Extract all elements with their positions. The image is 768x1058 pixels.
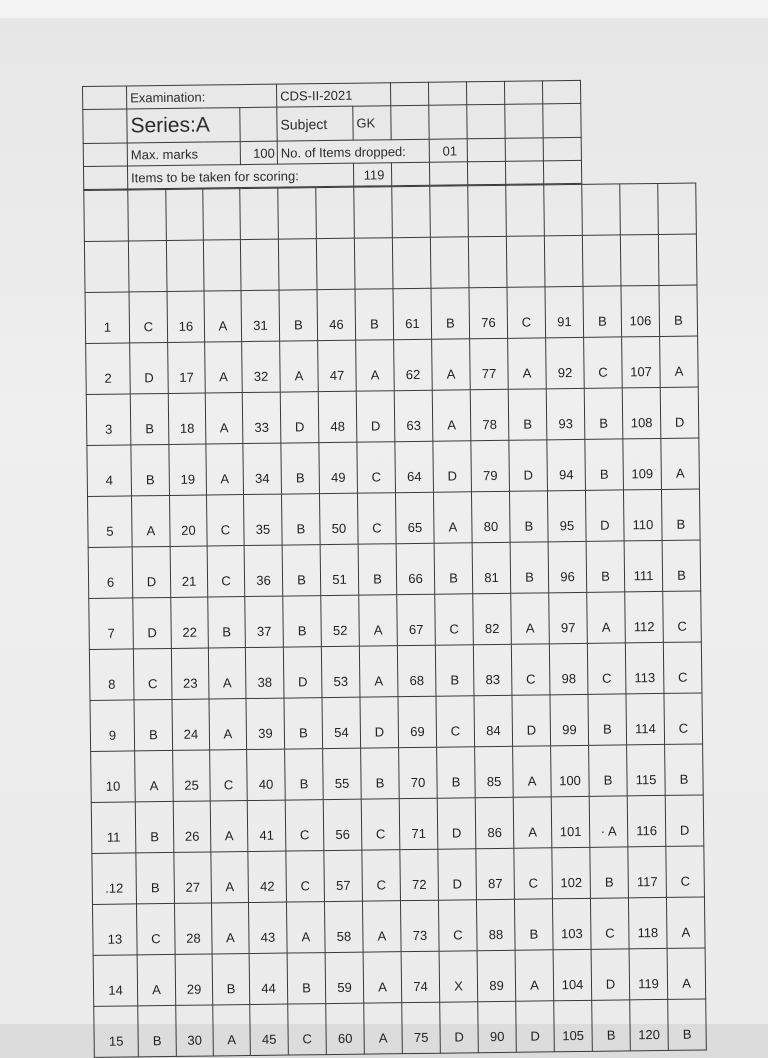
answer-key: A bbox=[660, 336, 699, 387]
answer-key: C bbox=[357, 493, 396, 544]
answer-key: C bbox=[664, 693, 703, 744]
question-number: 115 bbox=[627, 744, 666, 795]
answer-key: A bbox=[132, 495, 171, 546]
answer-key: C bbox=[435, 594, 474, 645]
header-blank bbox=[83, 86, 127, 110]
question-number: 3 bbox=[86, 394, 131, 446]
question-number: 79 bbox=[471, 440, 510, 491]
table-row bbox=[89, 642, 702, 700]
answer-key: B bbox=[431, 288, 470, 339]
subject-label: Subject bbox=[277, 106, 353, 141]
answer-key: C bbox=[285, 800, 324, 851]
answer-key: B bbox=[585, 439, 624, 490]
header-cell bbox=[429, 162, 467, 185]
header-blank bbox=[83, 109, 127, 144]
question-number: 59 bbox=[325, 952, 364, 1003]
answer-key: A bbox=[511, 593, 550, 644]
answer-key: A bbox=[508, 338, 547, 389]
answer-key: C bbox=[361, 799, 400, 850]
answer-key: A bbox=[210, 801, 248, 852]
scoring-label: Items to be taken for scoring: bbox=[127, 163, 353, 189]
answer-key: B bbox=[661, 489, 700, 540]
header-cell bbox=[467, 104, 505, 138]
answer-key: A bbox=[364, 1003, 403, 1054]
question-number: 71 bbox=[399, 798, 438, 849]
question-number: 63 bbox=[394, 390, 433, 441]
question-number: 1 bbox=[85, 292, 130, 344]
answer-key: A bbox=[205, 393, 243, 444]
question-number: 16 bbox=[167, 291, 205, 342]
question-number: 92 bbox=[546, 337, 585, 388]
answer-key: B bbox=[590, 847, 629, 898]
answer-key: C bbox=[666, 846, 705, 897]
question-number: 48 bbox=[318, 391, 357, 442]
question-number: 113 bbox=[625, 642, 664, 693]
answer-key: C bbox=[587, 643, 626, 694]
answer-key: C bbox=[357, 442, 396, 493]
question-number: 58 bbox=[324, 901, 363, 952]
answer-key: B bbox=[282, 494, 321, 545]
answer-key: D bbox=[130, 342, 169, 393]
question-number: 13 bbox=[92, 904, 137, 956]
max-marks-value: 100 bbox=[240, 141, 277, 164]
question-number: 83 bbox=[473, 644, 512, 695]
table-row bbox=[86, 336, 699, 394]
question-number: 49 bbox=[319, 442, 358, 493]
answer-key: D bbox=[356, 391, 395, 442]
header-cell bbox=[390, 82, 428, 105]
answer-key: B bbox=[284, 698, 323, 749]
answer-key: B bbox=[212, 954, 250, 1005]
answer-key: D bbox=[283, 647, 322, 698]
question-number: 42 bbox=[248, 851, 287, 902]
question-number: 107 bbox=[622, 336, 661, 387]
answer-key: A bbox=[211, 852, 249, 903]
question-number: .12 bbox=[92, 853, 137, 905]
header-cell bbox=[505, 161, 543, 184]
question-number: 101 bbox=[551, 796, 590, 847]
question-number: 111 bbox=[624, 540, 663, 591]
question-number: 93 bbox=[546, 388, 585, 439]
exam-label: Examination: bbox=[127, 84, 277, 109]
question-number: 43 bbox=[248, 902, 287, 953]
question-number: 110 bbox=[623, 489, 662, 540]
answer-key: B bbox=[583, 286, 622, 337]
question-number: 52 bbox=[321, 595, 360, 646]
header-cell bbox=[467, 161, 505, 184]
question-number: 40 bbox=[247, 749, 286, 800]
answer-key: B bbox=[279, 290, 318, 341]
question-number: 23 bbox=[171, 648, 209, 699]
answer-key: C bbox=[362, 850, 401, 901]
question-number: 106 bbox=[621, 285, 660, 336]
answer-key: A bbox=[666, 897, 705, 948]
answer-key: X bbox=[439, 951, 478, 1002]
header-cell bbox=[467, 138, 505, 161]
question-number: 28 bbox=[174, 903, 212, 954]
answer-key: B bbox=[589, 745, 628, 796]
answer-key: C bbox=[663, 642, 702, 693]
answer-key: B bbox=[668, 999, 707, 1050]
question-number: 120 bbox=[630, 999, 669, 1050]
question-number: 80 bbox=[471, 491, 510, 542]
answer-key: B bbox=[355, 289, 394, 340]
answer-key: C bbox=[210, 750, 248, 801]
answer-key: B bbox=[281, 443, 320, 494]
answer-key: B bbox=[592, 1000, 631, 1051]
header-blank bbox=[83, 143, 127, 167]
question-number: 32 bbox=[242, 341, 281, 392]
question-number: 95 bbox=[547, 490, 586, 541]
answer-key: A bbox=[661, 438, 700, 489]
answer-key: B bbox=[437, 747, 476, 798]
answer-key: B bbox=[285, 749, 324, 800]
answer-key: B bbox=[434, 543, 473, 594]
question-number: 29 bbox=[175, 954, 213, 1005]
question-number: 18 bbox=[168, 393, 206, 444]
question-number: 47 bbox=[318, 340, 357, 391]
header-cell bbox=[543, 103, 581, 137]
question-number: 2 bbox=[86, 343, 131, 395]
dropped-label: No. of Items dropped: bbox=[277, 139, 429, 164]
question-number: 34 bbox=[243, 443, 282, 494]
header-cell bbox=[505, 104, 543, 138]
question-number: 103 bbox=[552, 898, 591, 949]
answer-key: B bbox=[138, 1005, 177, 1056]
answer-key: D bbox=[133, 597, 172, 648]
question-number: 69 bbox=[398, 696, 437, 747]
answer-key: A bbox=[135, 750, 174, 801]
answer-key: A bbox=[515, 950, 554, 1001]
table-row bbox=[89, 591, 702, 649]
question-number: 87 bbox=[476, 848, 515, 899]
answer-key: D bbox=[360, 697, 399, 748]
answer-key: C bbox=[514, 848, 553, 899]
question-number: 37 bbox=[245, 596, 284, 647]
series-cell bbox=[127, 108, 240, 143]
header-cell bbox=[391, 162, 429, 185]
answer-key-sheet bbox=[82, 78, 712, 1057]
question-number: 118 bbox=[628, 897, 667, 948]
question-number: 65 bbox=[395, 492, 434, 543]
question-number: 116 bbox=[627, 795, 666, 846]
question-number: 33 bbox=[242, 392, 281, 443]
question-number: 84 bbox=[474, 695, 513, 746]
answer-key: D bbox=[280, 392, 319, 443]
answer-key: C bbox=[133, 648, 172, 699]
answer-key: D bbox=[512, 695, 551, 746]
question-number: 74 bbox=[401, 951, 440, 1002]
question-number: 22 bbox=[171, 597, 209, 648]
answer-key: C bbox=[207, 546, 245, 597]
answer-key: A bbox=[667, 948, 706, 999]
table-row bbox=[85, 285, 698, 343]
question-number: 114 bbox=[626, 693, 665, 744]
question-number: 51 bbox=[320, 544, 359, 595]
answer-key: C bbox=[207, 495, 245, 546]
header-cell bbox=[542, 80, 580, 103]
answer-key: A bbox=[286, 902, 325, 953]
question-number: 109 bbox=[623, 438, 662, 489]
question-number: 100 bbox=[551, 745, 590, 796]
answer-key: A bbox=[513, 746, 552, 797]
question-number: 14 bbox=[93, 955, 138, 1007]
answer-key: A bbox=[137, 954, 176, 1005]
answer-key: D bbox=[665, 795, 704, 846]
answer-key: A bbox=[213, 1005, 251, 1056]
question-number: 117 bbox=[628, 846, 667, 897]
answer-key: B bbox=[508, 389, 547, 440]
answer-key: C bbox=[511, 644, 550, 695]
question-number: 24 bbox=[172, 699, 210, 750]
blank-row bbox=[84, 234, 697, 292]
question-number: 27 bbox=[174, 852, 212, 903]
question-number: 68 bbox=[397, 645, 436, 696]
question-number: 21 bbox=[170, 546, 208, 597]
answer-key: B bbox=[659, 285, 698, 336]
answer-key: C bbox=[663, 591, 702, 642]
question-number: 66 bbox=[396, 543, 435, 594]
question-number: 61 bbox=[393, 288, 432, 339]
dropped-value: 01 bbox=[429, 139, 467, 162]
answer-key: D bbox=[440, 1002, 479, 1053]
question-number: 99 bbox=[550, 694, 589, 745]
answer-key: B bbox=[208, 597, 246, 648]
question-number: 91 bbox=[545, 286, 584, 337]
question-number: 7 bbox=[89, 598, 134, 650]
question-number: 90 bbox=[478, 1001, 517, 1052]
question-number: 82 bbox=[473, 593, 512, 644]
answer-key: C bbox=[286, 851, 325, 902]
answer-key: C bbox=[507, 287, 546, 338]
question-number: 88 bbox=[476, 899, 515, 950]
answer-key: D bbox=[516, 1001, 555, 1052]
question-number: 20 bbox=[170, 495, 208, 546]
question-number: 10 bbox=[91, 751, 136, 803]
question-number: 112 bbox=[625, 591, 664, 642]
answer-key: D bbox=[433, 441, 472, 492]
table-row bbox=[87, 438, 700, 496]
table-row bbox=[91, 744, 704, 802]
answer-key-table bbox=[83, 183, 707, 1058]
answer-key: A bbox=[432, 390, 471, 441]
header-cell bbox=[543, 137, 581, 160]
answer-key: A bbox=[432, 339, 471, 390]
answer-key: B bbox=[282, 545, 321, 596]
question-number: 26 bbox=[173, 801, 211, 852]
answer-key: B bbox=[131, 444, 170, 495]
question-number: 67 bbox=[397, 594, 436, 645]
table-row bbox=[86, 387, 699, 445]
question-number: 56 bbox=[323, 799, 362, 850]
answer-key: C bbox=[288, 1004, 327, 1055]
question-number: 38 bbox=[245, 647, 284, 698]
answer-key: B bbox=[584, 388, 623, 439]
question-number: 72 bbox=[400, 849, 439, 900]
max-marks-label: Max. marks bbox=[127, 142, 240, 166]
header-cell bbox=[504, 81, 542, 104]
answer-key: B bbox=[136, 852, 175, 903]
question-number: 4 bbox=[87, 445, 132, 497]
answer-key: D bbox=[132, 546, 171, 597]
question-number: 104 bbox=[553, 949, 592, 1000]
answer-key: D bbox=[509, 440, 548, 491]
question-number: 9 bbox=[90, 700, 135, 752]
table-row bbox=[88, 540, 701, 598]
table-row bbox=[93, 948, 706, 1006]
question-number: 119 bbox=[629, 948, 668, 999]
question-number: 8 bbox=[89, 649, 134, 701]
answer-key: D bbox=[591, 949, 630, 1000]
answer-key: B bbox=[665, 744, 704, 795]
question-number: 25 bbox=[173, 750, 211, 801]
answer-key: B bbox=[287, 953, 326, 1004]
question-number: 45 bbox=[250, 1004, 289, 1055]
question-number: 46 bbox=[317, 289, 356, 340]
table-row bbox=[94, 999, 707, 1057]
scoring-value: 119 bbox=[353, 163, 391, 186]
question-number: 94 bbox=[547, 439, 586, 490]
paper-edge bbox=[0, 0, 768, 18]
question-number: 77 bbox=[470, 338, 509, 389]
question-number: 19 bbox=[169, 444, 207, 495]
exam-value: CDS-II-2021 bbox=[276, 83, 390, 107]
question-number: 39 bbox=[246, 698, 285, 749]
answer-key: A bbox=[513, 797, 552, 848]
question-number: 78 bbox=[470, 389, 509, 440]
series-value: A bbox=[195, 112, 210, 137]
question-number: 73 bbox=[400, 900, 439, 951]
answer-key: C bbox=[136, 903, 175, 954]
table-row bbox=[90, 693, 703, 751]
question-number: 85 bbox=[475, 746, 514, 797]
header-cell bbox=[391, 105, 429, 139]
question-number: 6 bbox=[88, 547, 133, 599]
answer-key: A bbox=[211, 903, 249, 954]
answer-key: B bbox=[662, 540, 701, 591]
header-cell bbox=[240, 107, 277, 141]
question-number: 76 bbox=[469, 287, 508, 338]
answer-key: A bbox=[204, 291, 242, 342]
answer-key: B bbox=[361, 748, 400, 799]
answer-key: C bbox=[584, 337, 623, 388]
table-row bbox=[92, 897, 705, 955]
header-table bbox=[82, 80, 582, 190]
answer-key: A bbox=[359, 646, 398, 697]
answer-key: B bbox=[283, 596, 322, 647]
answer-key: A bbox=[363, 952, 402, 1003]
answer-key: D bbox=[437, 798, 476, 849]
question-number: 53 bbox=[321, 646, 360, 697]
question-number: 17 bbox=[168, 342, 206, 393]
table-row bbox=[91, 795, 704, 853]
question-number: 57 bbox=[324, 850, 363, 901]
header-cell bbox=[505, 138, 543, 161]
answer-key: C bbox=[438, 900, 477, 951]
answer-key: B bbox=[509, 491, 548, 542]
answer-key: B bbox=[435, 645, 474, 696]
answer-key: B bbox=[130, 393, 169, 444]
subject-value: GK bbox=[353, 106, 391, 140]
answer-key: D bbox=[660, 387, 699, 438]
question-number: 70 bbox=[399, 747, 438, 798]
question-number: 89 bbox=[477, 950, 516, 1001]
question-number: 86 bbox=[475, 797, 514, 848]
answer-key: A bbox=[206, 444, 244, 495]
header-cell bbox=[466, 81, 504, 104]
answer-key: B bbox=[135, 801, 174, 852]
question-number: 50 bbox=[319, 493, 358, 544]
answer-key: A bbox=[587, 592, 626, 643]
answer-key: B bbox=[588, 694, 627, 745]
answer-key: D bbox=[585, 490, 624, 541]
question-number: 55 bbox=[323, 748, 362, 799]
question-number: 31 bbox=[241, 290, 280, 341]
answer-key: C bbox=[129, 291, 168, 342]
question-number: 30 bbox=[176, 1005, 214, 1056]
answer-key: D bbox=[438, 849, 477, 900]
header-cell bbox=[428, 82, 466, 105]
answer-key: A bbox=[208, 648, 246, 699]
question-number: 35 bbox=[244, 494, 283, 545]
answer-key: A bbox=[209, 699, 247, 750]
answer-key: A bbox=[356, 340, 395, 391]
question-number: 96 bbox=[548, 541, 587, 592]
question-number: 60 bbox=[326, 1003, 365, 1054]
header-cell bbox=[429, 105, 467, 139]
header-blank bbox=[83, 166, 127, 190]
answer-key: A bbox=[280, 341, 319, 392]
blank-row bbox=[84, 183, 697, 241]
question-number: 98 bbox=[549, 643, 588, 694]
question-number: 97 bbox=[549, 592, 588, 643]
question-number: 15 bbox=[94, 1006, 139, 1058]
answer-key: A bbox=[433, 492, 472, 543]
question-number: 64 bbox=[395, 441, 434, 492]
question-number: 102 bbox=[552, 847, 591, 898]
answer-key: A bbox=[205, 342, 243, 393]
question-number: 81 bbox=[472, 542, 511, 593]
question-number: 108 bbox=[622, 387, 661, 438]
answer-key: B bbox=[514, 899, 553, 950]
series-label: Series: bbox=[130, 113, 196, 137]
answer-key: B bbox=[134, 699, 173, 750]
answer-key: B bbox=[586, 541, 625, 592]
question-number: 105 bbox=[554, 1000, 593, 1051]
question-number: 44 bbox=[249, 953, 288, 1004]
question-number: 5 bbox=[88, 496, 133, 548]
answer-key: A bbox=[359, 595, 398, 646]
question-number: 75 bbox=[402, 1002, 441, 1053]
answer-key: B bbox=[358, 544, 397, 595]
table-row bbox=[88, 489, 701, 547]
question-number: 11 bbox=[91, 802, 136, 854]
question-number: 41 bbox=[247, 800, 286, 851]
answer-key: · A bbox=[589, 796, 628, 847]
question-number: 36 bbox=[244, 545, 283, 596]
answer-body bbox=[84, 183, 707, 1057]
header-cell bbox=[543, 160, 581, 183]
answer-key: C bbox=[436, 696, 475, 747]
table-row bbox=[92, 846, 705, 904]
answer-key: B bbox=[510, 542, 549, 593]
answer-key: C bbox=[590, 898, 629, 949]
answer-key: A bbox=[362, 901, 401, 952]
question-number: 54 bbox=[322, 697, 361, 748]
question-number: 62 bbox=[394, 339, 433, 390]
